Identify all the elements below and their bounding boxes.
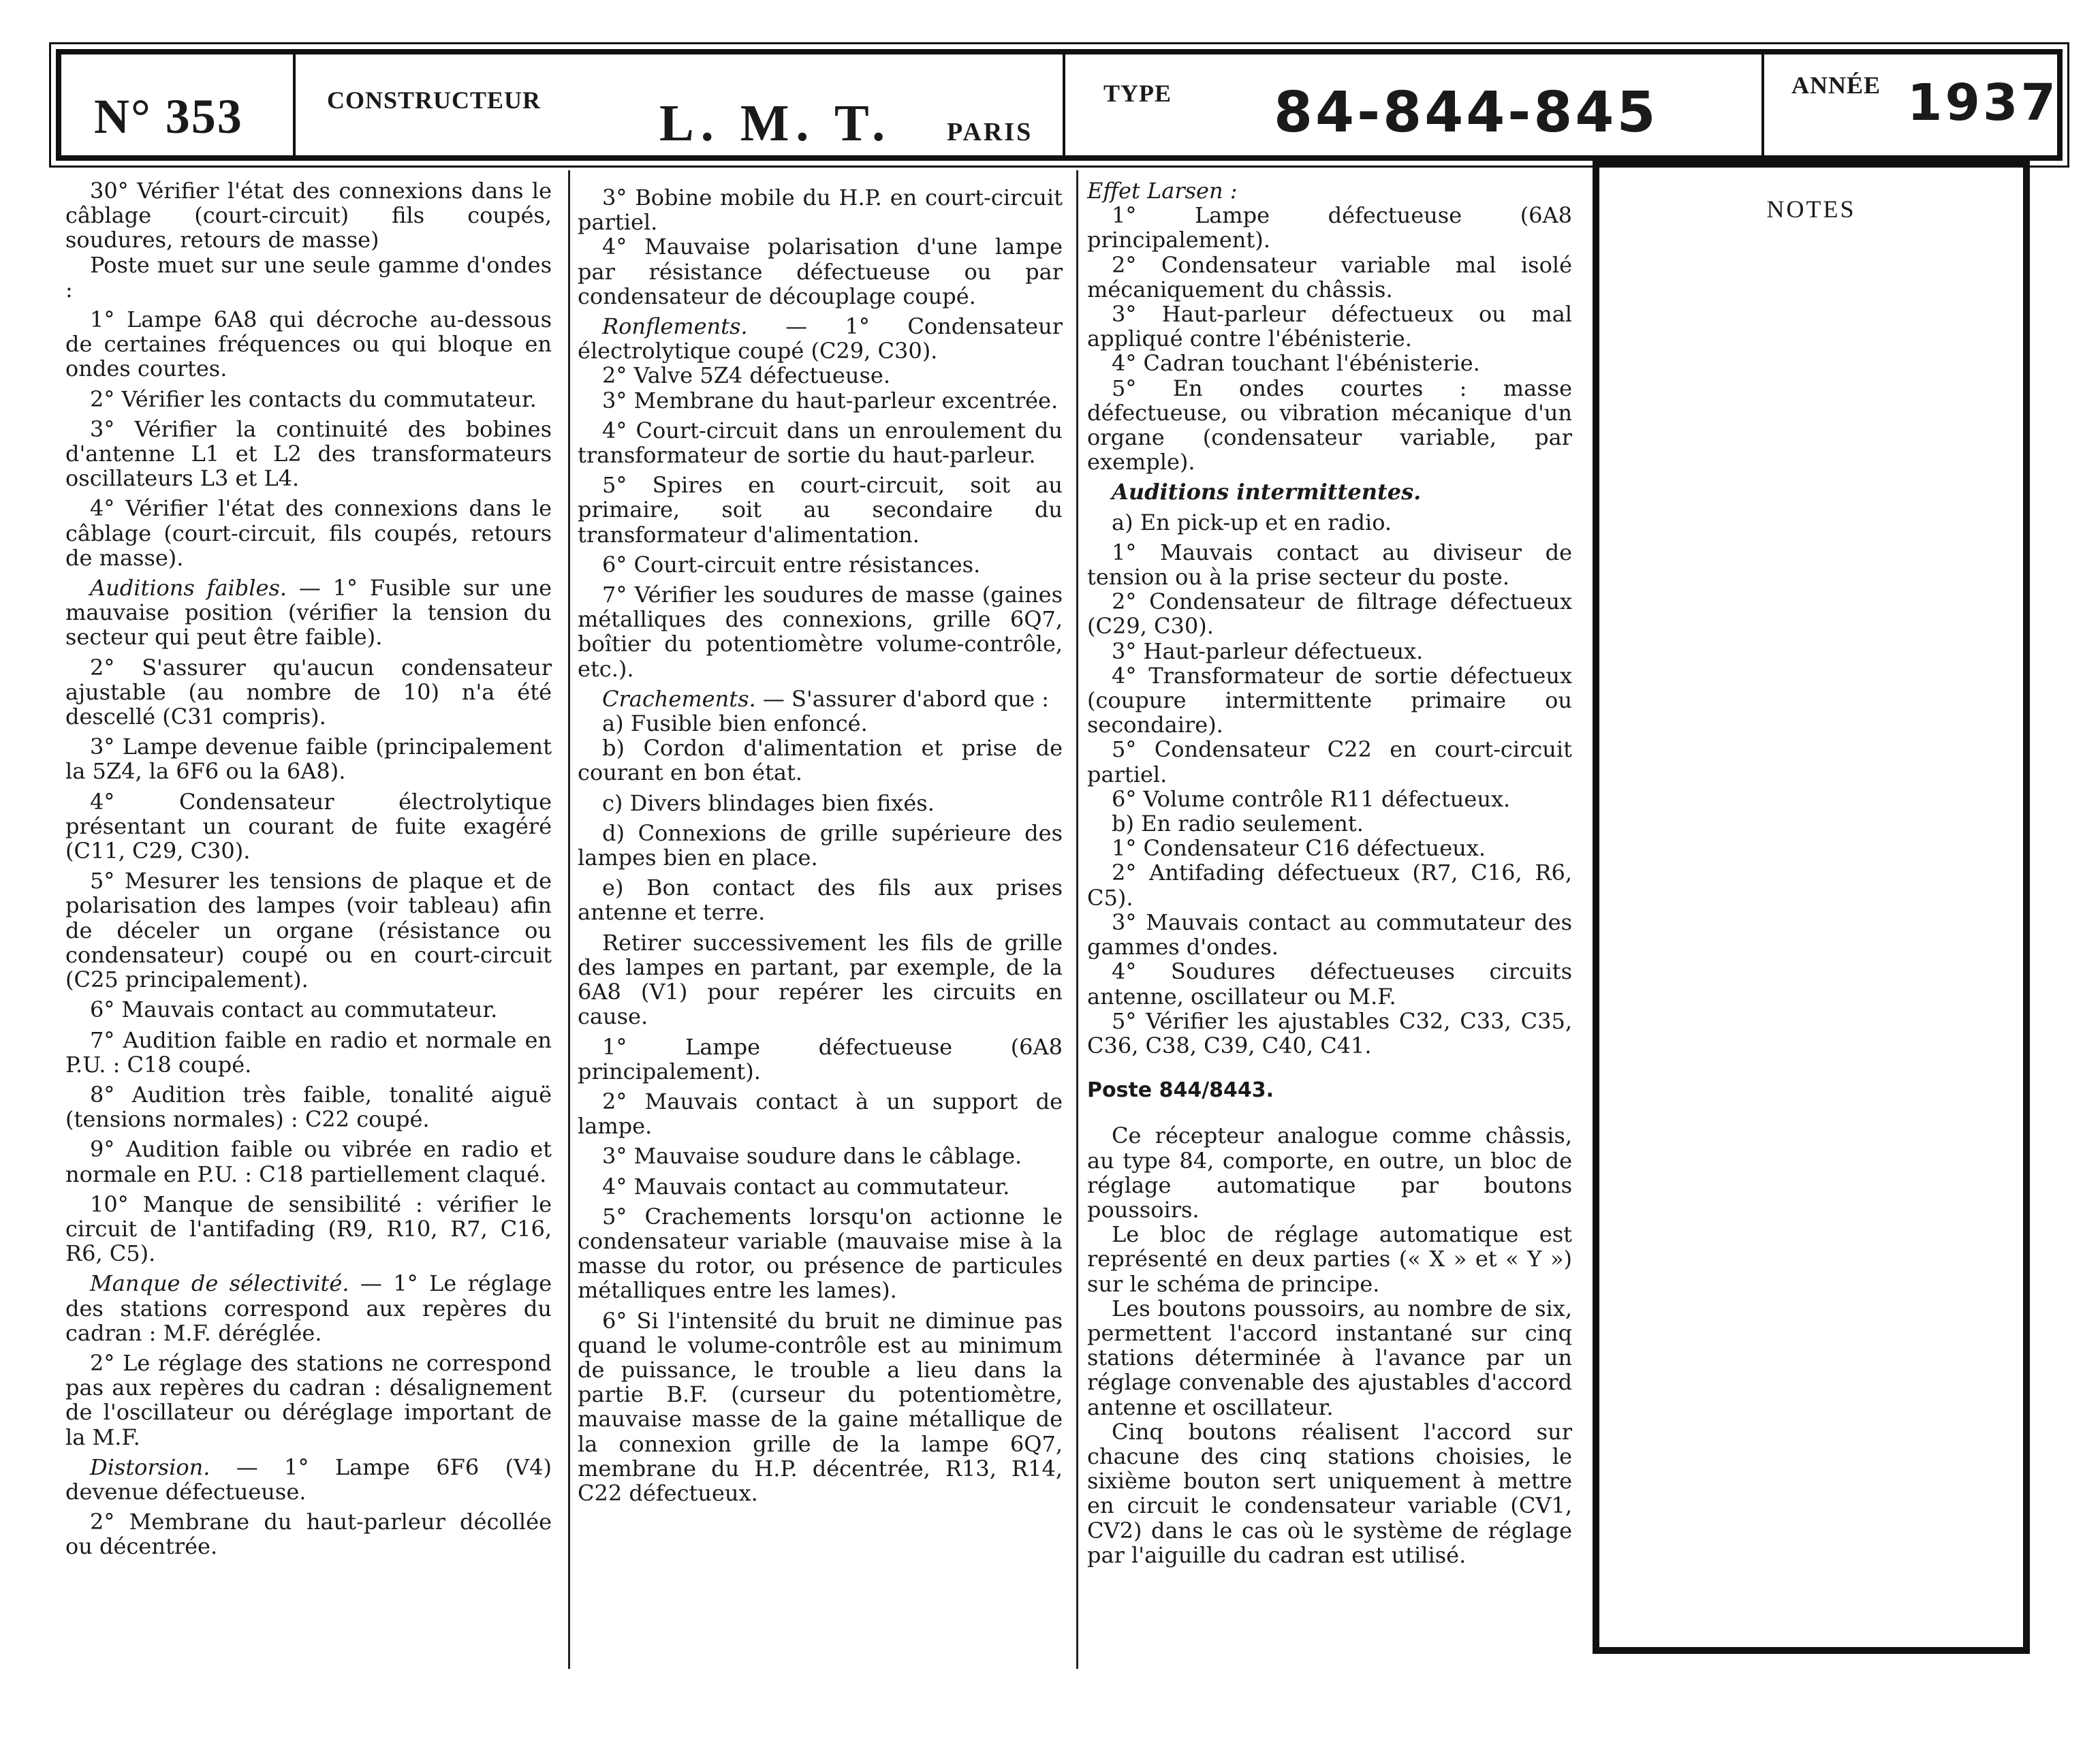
paragraph: 1° Mauvais contact au diviseur de tension ou à la prise secteur du poste. bbox=[1087, 539, 1572, 591]
heading-poste: Poste 844/8443. bbox=[1087, 1078, 1274, 1103]
paragraph: 5° Spires en court-circuit, soit au primaire, soit au secondaire du transformateur d'alimentation. bbox=[578, 472, 1063, 548]
manufacturer-city: PARIS bbox=[947, 118, 1033, 146]
column-rule bbox=[568, 170, 570, 1669]
paragraph: 3° Vérifier la continuité des bobines d'antenne L1 et L2 des transformateurs oscillateurs L3 et L4. bbox=[65, 416, 552, 492]
paragraph: Crachements. — S'assurer d'abord que : bbox=[602, 685, 1050, 712]
header-divider bbox=[1761, 54, 1764, 155]
paragraph: b) Cordon d'alimentation et prise de courant en bon état. bbox=[578, 735, 1063, 786]
type-value: 84-844-845 bbox=[1274, 80, 1659, 145]
paragraph: 2° Le réglage des stations ne correspond pas aux repères du cadran : désalignement de l'oscillateur ou déréglage important de la M.F. bbox=[65, 1349, 552, 1450]
paragraph: 2° Mauvais contact à un support de lampe. bbox=[578, 1088, 1063, 1140]
paragraph: d) Connexions de grille supérieure des lampes bien en place. bbox=[578, 819, 1063, 871]
heading-crachements: Crachements. bbox=[602, 685, 756, 712]
paragraph: Retirer successivement les fils de grille des lampes en partant, par exemple, de la 6A8 (V1) pour repérer les circuits en cause. bbox=[578, 929, 1063, 1030]
paragraph: 3° Haut-parleur défectueux ou mal appliqué contre l'ébénisterie. bbox=[1087, 301, 1572, 352]
paragraph: Le bloc de réglage automatique est représenté en deux parties (« X » et « Y ») sur le schéma de principe. bbox=[1087, 1221, 1572, 1297]
paragraph: 2° Antifading défectueux (R7, C16, R6, C5). bbox=[1087, 860, 1572, 911]
column-rule bbox=[1076, 170, 1078, 1669]
paragraph: 6° Si l'intensité du bruit ne diminue pas quand le volume-contrôle est au minimum de puissance, le trouble a lieu dans la partie B.F. (curseur du potentiomètre, mauvaise masse de la gaine métallique de la connexion grille de la lampe 6Q7, membrane du H.P. décentrée, R13, R14, C22 défectueux. bbox=[578, 1307, 1063, 1506]
annee-label: ANNÉE bbox=[1791, 72, 1881, 99]
paragraph: 5° Mesurer les tensions de plaque et de polarisation des lampes (voir tableau) afin de déceler un organe (résistance ou condensateur) coupé ou en court-circuit (C25 principalement). bbox=[65, 868, 552, 993]
paragraph: 3° Lampe devenue faible (principalement la 5Z4, la 6F6 ou la 6A8). bbox=[65, 734, 552, 785]
heading-distorsion: Distorsion. bbox=[90, 1454, 210, 1480]
paragraph: 3° Membrane du haut-parleur excentrée. bbox=[602, 387, 1059, 413]
type-label: TYPE bbox=[1103, 80, 1172, 107]
paragraph: Ronflements. — 1° Condensateur électrolytique coupé (C29, C30). bbox=[578, 313, 1063, 364]
paragraph: c) Divers blindages bien fixés. bbox=[602, 789, 935, 816]
paragraph: 30° Vérifier l'état des connexions dans le câblage (court-circuit) fils coupés, soudures, retours de masse) bbox=[65, 178, 552, 253]
paragraph: e) Bon contact des fils aux prises antenne et terre. bbox=[578, 875, 1063, 926]
paragraph: 8° Audition très faible, tonalité aiguë (tensions normales) : C22 coupé. bbox=[65, 1081, 552, 1133]
paragraph: Poste muet sur une seule gamme d'ondes : bbox=[65, 251, 552, 302]
heading-effet-larsen: Effet Larsen : bbox=[1087, 178, 1238, 204]
header-divider bbox=[293, 54, 296, 155]
paragraph: 9° Audition faible ou vibrée en radio et normale en P.U. : C18 partiellement claqué. bbox=[65, 1136, 552, 1187]
paragraph: 2° Vérifier les contacts du commutateur. bbox=[90, 386, 537, 412]
heading-ronflements: Ronflements. bbox=[602, 313, 748, 340]
paragraph: Auditions faibles. — 1° Fusible sur une mauvaise position (vérifier la tension du secteur qui peut être faible). bbox=[65, 575, 552, 651]
paragraph: 3° Bobine mobile du H.P. en court-circuit partiel. bbox=[578, 185, 1063, 236]
year-value: 1937 bbox=[1907, 74, 2058, 132]
paragraph: 6° Court-circuit entre résistances. bbox=[602, 551, 981, 578]
paragraph: 1° Lampe défectueuse (6A8 principalement). bbox=[578, 1033, 1063, 1084]
paragraph: Manque de sélectivité. — 1° Le réglage des stations correspond aux repères du cadran : M.F. déréglée. bbox=[65, 1270, 552, 1346]
paragraph: 5° Crachements lorsqu'on actionne le condensateur variable (mauvaise mise à la masse du rotor, ou présence de particules métalliques entre les lames). bbox=[578, 1203, 1063, 1304]
heading-manque-selectivite: Manque de sélectivité. bbox=[90, 1270, 349, 1297]
paragraph: Cinq boutons réalisent l'accord sur chacune des cinq stations choisies, le sixième bouton sert uniquement à mettre en circuit le condensateur variable (CV1, CV2) dans le cas où le système de réglage par l'aiguille du cadran est utilisé. bbox=[1087, 1418, 1572, 1568]
paragraph: Distorsion. — 1° Lampe 6F6 (V4) devenue défectueuse. bbox=[65, 1454, 552, 1505]
paragraph: 1° Lampe 6A8 qui décroche au-dessous de certaines fréquences ou qui bloque en ondes courtes. bbox=[65, 307, 552, 382]
paragraph: 4° Court-circuit dans un enroulement du transformateur de sortie du haut-parleur. bbox=[578, 417, 1063, 469]
paragraph: 2° Valve 5Z4 défectueuse. bbox=[602, 362, 890, 389]
column-1 bbox=[65, 178, 552, 1559]
paragraph: 4° Cadran touchant l'ébénisterie. bbox=[1112, 350, 1480, 377]
paragraph: 4° Condensateur électrolytique présentant un courant de fuite exagéré (C11, C29, C30). bbox=[65, 788, 552, 864]
paragraph: Ce récepteur analogue comme châssis, au type 84, comporte, en outre, un bloc de réglage automatique par boutons poussoirs. bbox=[1087, 1123, 1572, 1223]
paragraph: 4° Transformateur de sortie défectueux (coupure intermittente primaire ou secondaire). bbox=[1087, 662, 1572, 738]
paragraph: 2° Condensateur de filtrage défectueux (C29, C30). bbox=[1087, 589, 1572, 640]
paragraph: 6° Mauvais contact au commutateur. bbox=[90, 997, 498, 1023]
paragraph: 4° Mauvaise polarisation d'une lampe par résistance défectueuse ou par condensateur de découplage coupé. bbox=[578, 234, 1063, 309]
paragraph: 3° Mauvais contact au commutateur des gammes d'ondes. bbox=[1087, 909, 1572, 960]
paragraph: 3° Haut-parleur défectueux. bbox=[1112, 638, 1424, 664]
paragraph: 7° Vérifier les soudures de masse (gaines métalliques des connexions, grille 6Q7, boîtier du potentiomètre volume-contrôle, etc.). bbox=[578, 582, 1063, 682]
constructeur-label: CONSTRUCTEUR bbox=[327, 87, 542, 114]
paragraph: 2° Membrane du haut-parleur décollée ou décentrée. bbox=[65, 1509, 552, 1560]
heading-auditions-faibles: Auditions faibles. bbox=[90, 575, 287, 601]
paragraph: 5° En ondes courtes : masse défectueuse, ou vibration mécanique d'un organe (condensateur variable, par exemple). bbox=[1087, 375, 1572, 475]
header-band bbox=[56, 49, 2063, 161]
paragraph: 2° Condensateur variable mal isolé mécaniquement du châssis. bbox=[1087, 251, 1572, 302]
paragraph: a) En pick-up et en radio. bbox=[1112, 509, 1392, 535]
heading-auditions-intermittentes: Auditions intermittentes. bbox=[1112, 479, 1422, 505]
paragraph: 6° Volume contrôle R11 défectueux. bbox=[1112, 785, 1511, 812]
paragraph: 5° Condensateur C22 en court-circuit partiel. bbox=[1087, 736, 1572, 787]
paragraph: 1° Condensateur C16 défectueux. bbox=[1112, 835, 1486, 862]
manufacturer-name: L. M. T. bbox=[659, 95, 892, 152]
notes-title: NOTES bbox=[1766, 195, 1856, 223]
header-divider bbox=[1063, 54, 1065, 155]
paragraph: Les boutons poussoirs, au nombre de six, permettent l'accord instantané sur cinq stations déterminée à l'avance par un réglage convenable des ajustables d'accord antenne et oscillateur. bbox=[1087, 1295, 1572, 1420]
paragraph: 3° Mauvaise soudure dans le câblage. bbox=[602, 1143, 1022, 1170]
paragraph: 1° Lampe défectueuse (6A8 principalement). bbox=[1087, 202, 1572, 253]
column-2 bbox=[578, 185, 1063, 1505]
paragraph: 4° Mauvais contact au commutateur. bbox=[602, 1173, 1010, 1200]
paragraph: a) Fusible bien enfoncé. bbox=[602, 710, 868, 737]
paragraph: b) En radio seulement. bbox=[1112, 811, 1364, 837]
column-3 bbox=[1087, 178, 1572, 1567]
document-number: N° 353 bbox=[94, 89, 243, 144]
paragraph: 5° Vérifier les ajustables C32, C33, C35, C36, C38, C39, C40, C41. bbox=[1087, 1007, 1572, 1059]
paragraph: 7° Audition faible en radio et normale en P.U. : C18 coupé. bbox=[65, 1027, 552, 1078]
paragraph: 4° Vérifier l'état des connexions dans le câblage (court-circuit, fils coupés, retours de masse). bbox=[65, 495, 552, 571]
paragraph: 4° Soudures défectueuses circuits antenne, oscillateur ou M.F. bbox=[1087, 958, 1572, 1009]
paragraph: 2° S'assurer qu'aucun condensateur ajustable (au nombre de 10) n'a été descellé (C31 compris). bbox=[65, 654, 552, 730]
paragraph: 10° Manque de sensibilité : vérifier le circuit de l'antifading (R9, R10, R7, C16, R6, C5). bbox=[65, 1191, 552, 1267]
notes-panel bbox=[1593, 161, 2030, 1654]
